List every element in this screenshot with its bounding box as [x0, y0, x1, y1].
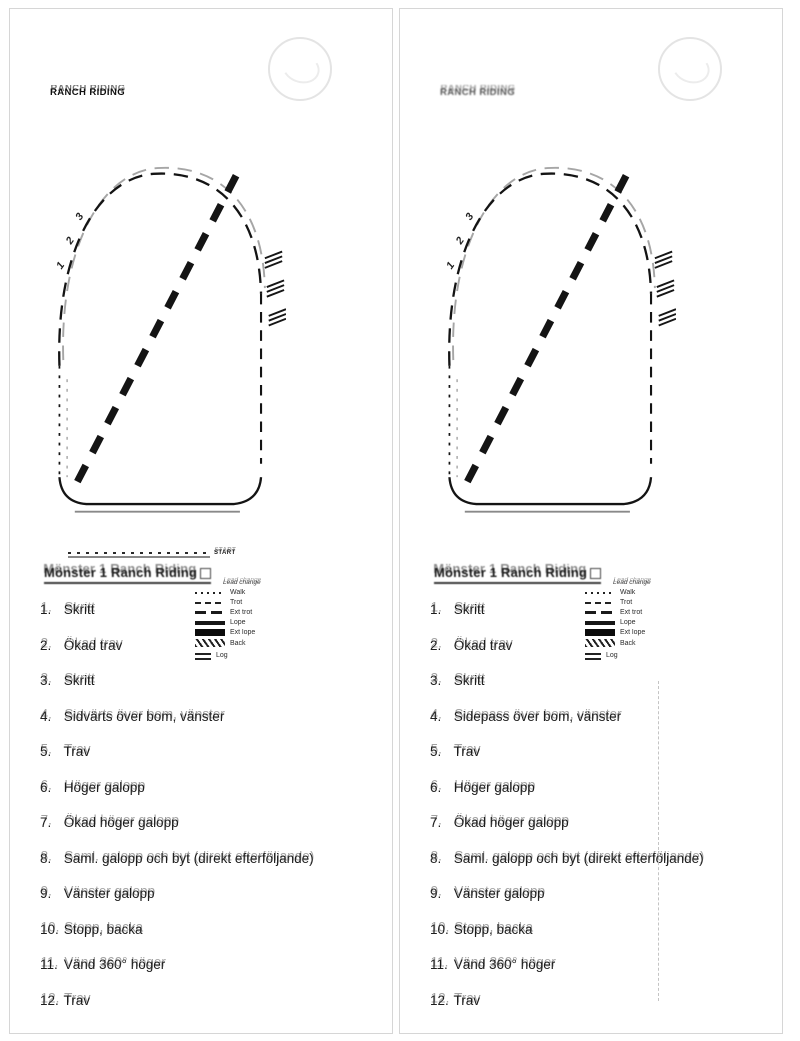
legend-row	[195, 589, 321, 596]
maneuver-item	[430, 741, 774, 763]
title-checkbox	[590, 568, 601, 579]
maneuver-item	[40, 635, 384, 657]
legend-label: Walk	[230, 589, 246, 596]
maneuver-item	[40, 777, 384, 799]
maneuver-text: Trav	[450, 992, 481, 1008]
maneuver-text: Stopp, backa	[60, 921, 143, 937]
maneuver-number: 6.	[40, 779, 52, 795]
maneuver-number: 12.	[40, 992, 59, 1008]
maneuver-item	[40, 848, 384, 870]
path-step-number: 2	[453, 234, 467, 247]
start-dotted-line	[68, 552, 210, 554]
arena-pattern-diagram	[46, 135, 286, 539]
maneuver-item	[40, 954, 384, 976]
maneuver-text: Skritt	[450, 602, 485, 617]
page-header-title: RANCH RIDING	[50, 87, 125, 98]
maneuver-text: Vänd 360° höger	[60, 957, 166, 972]
maneuver-number: 2.	[40, 637, 52, 653]
maneuver-item	[430, 848, 774, 870]
maneuver-item	[430, 919, 774, 941]
legend-label: Ext lope	[620, 629, 646, 636]
maneuver-text: Vänster galopp	[450, 886, 545, 901]
log-obstacle-marks	[265, 252, 286, 326]
maneuver-item	[430, 812, 774, 834]
maneuver-number: 11.	[40, 957, 58, 972]
maneuver-item	[40, 812, 384, 834]
maneuver-text: Stopp, backa	[450, 921, 533, 937]
maneuver-item	[430, 670, 774, 692]
maneuver-text: Vänster galopp	[60, 886, 155, 901]
legend-line-sample	[585, 592, 615, 594]
pattern-title: Mönster 1 Ranch Riding	[434, 565, 601, 584]
legend-note: Lead change	[223, 579, 261, 586]
path-step-number: 1	[53, 259, 68, 272]
maneuver-item	[430, 990, 774, 1012]
maneuver-number: 1.	[430, 602, 442, 617]
maneuver-item	[40, 599, 384, 621]
maneuver-number: 5.	[40, 744, 52, 759]
maneuver-number: 7.	[430, 815, 442, 830]
maneuver-number: 8.	[40, 850, 52, 866]
pattern-page-right	[399, 8, 783, 1034]
maneuver-number: 12.	[430, 992, 449, 1008]
maneuver-number: 10.	[430, 921, 449, 937]
maneuver-item	[40, 670, 384, 692]
watermark-logo-icon	[658, 37, 722, 101]
maneuver-item	[430, 706, 774, 728]
maneuver-item	[40, 706, 384, 728]
maneuver-text: Ökad trav	[60, 637, 123, 653]
maneuver-number: 4.	[40, 708, 52, 724]
watermark-logo-icon	[268, 37, 332, 101]
maneuver-list	[430, 599, 774, 1012]
legend-label: Lope	[620, 619, 636, 626]
legend-label: Back	[230, 639, 246, 647]
maneuver-list	[40, 599, 384, 1012]
maneuver-number: 9.	[430, 886, 442, 901]
title-checkbox	[200, 568, 211, 579]
maneuver-number: 4.	[430, 708, 442, 724]
maneuver-text: Skritt	[450, 673, 485, 688]
scan-artifact-line	[658, 681, 659, 1001]
maneuver-number: 9.	[40, 886, 52, 901]
path-step-number: 2	[63, 234, 77, 247]
maneuver-item	[430, 954, 774, 976]
maneuver-text: Saml. galopp och byt (direkt efterföljande)	[450, 850, 704, 866]
maneuver-number: 3.	[40, 673, 52, 688]
maneuver-text: Trav	[60, 992, 91, 1008]
maneuver-text: Saml. galopp och byt (direkt efterföljande)	[60, 850, 314, 866]
legend-label: Ext trot	[620, 609, 643, 616]
maneuver-item	[430, 883, 774, 905]
maneuver-item	[40, 883, 384, 905]
legend-row	[585, 589, 711, 596]
maneuver-number: 5.	[430, 744, 442, 759]
maneuver-text: Skritt	[60, 602, 95, 617]
maneuver-number: 2.	[430, 637, 442, 653]
maneuver-text: Sidvärts över bom, vänster	[60, 708, 225, 724]
legend-label: Ext trot	[230, 609, 253, 616]
maneuver-item	[40, 919, 384, 941]
legend-label: Trot	[230, 599, 243, 606]
pattern-page-left	[9, 8, 393, 1034]
legend-label: Walk	[620, 589, 636, 596]
maneuver-number: 3.	[430, 673, 442, 688]
maneuver-text: Skritt	[60, 673, 95, 688]
maneuver-text: Sidepass över bom, vänster	[450, 708, 622, 724]
maneuver-text: Höger galopp	[60, 779, 145, 795]
start-line	[68, 550, 236, 556]
maneuver-item	[430, 599, 774, 621]
path-step-number: 1	[443, 259, 458, 272]
log-obstacle-marks	[655, 252, 676, 326]
maneuver-number: 1.	[40, 602, 52, 617]
legend-line-sample	[195, 592, 225, 594]
legend-label: Lope	[230, 619, 246, 626]
maneuver-text: Ökad höger galopp	[60, 815, 179, 830]
arena-pattern-diagram	[436, 135, 676, 539]
maneuver-text: Höger galopp	[450, 779, 535, 795]
maneuver-text: Ökad trav	[450, 637, 513, 653]
start-label: START	[214, 550, 236, 556]
maneuver-number: 6.	[430, 779, 442, 795]
maneuver-number: 8.	[430, 850, 442, 866]
path-step-number: 3	[463, 210, 477, 223]
maneuver-number: 10.	[40, 921, 59, 937]
path-step-number: 3	[73, 210, 87, 223]
maneuver-text: Trav	[60, 744, 91, 759]
legend-label: Back	[620, 639, 636, 647]
page-header-title: RANCH RIDING	[440, 87, 515, 98]
legend-label: Ext lope	[230, 629, 256, 636]
maneuver-text: Vänd 360° höger	[450, 957, 556, 972]
maneuver-item	[430, 777, 774, 799]
maneuver-item	[430, 635, 774, 657]
pattern-title: Mönster 1 Ranch Riding	[44, 565, 211, 584]
maneuver-text: Ökad höger galopp	[450, 815, 569, 830]
maneuver-item	[40, 990, 384, 1012]
legend-note: Lead change	[613, 579, 651, 586]
legend-label: Trot	[620, 599, 633, 606]
maneuver-number: 11.	[430, 957, 448, 972]
legend-label: Log	[606, 651, 618, 659]
maneuver-text: Trav	[450, 744, 481, 759]
maneuver-item	[40, 741, 384, 763]
legend-label: Log	[216, 651, 228, 659]
maneuver-number: 7.	[40, 815, 52, 830]
